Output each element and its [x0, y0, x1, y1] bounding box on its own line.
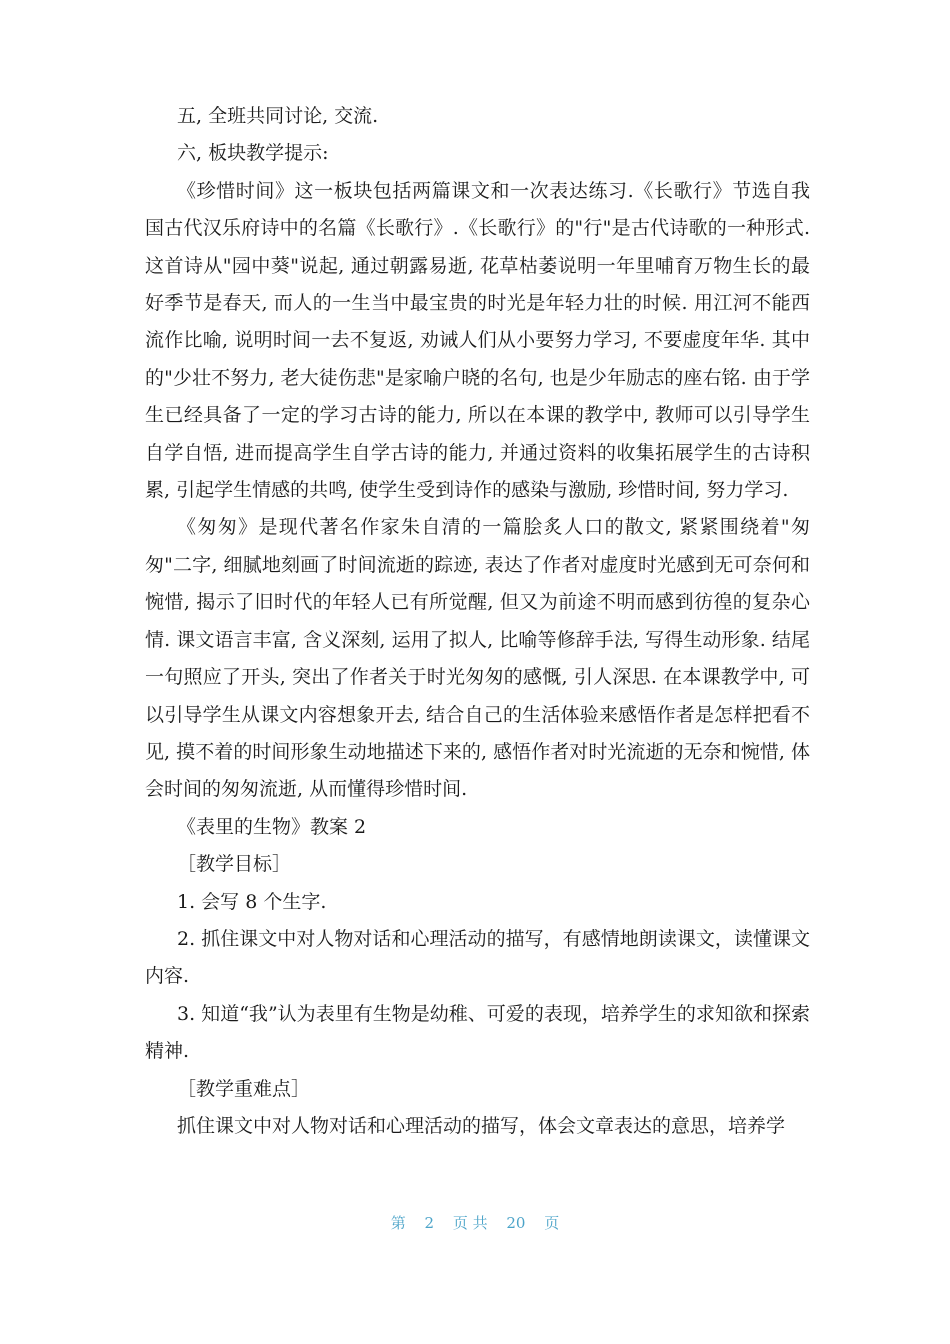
paragraph-section-tips-heading: 六, 板块教学提示:	[177, 142, 329, 165]
paragraph-discussion: 五, 全班共同讨论, 交流.	[177, 105, 379, 127]
teaching-goals-heading: ［教学目标］	[177, 853, 292, 876]
key-difficulties-heading: ［教学重难点］	[177, 1077, 311, 1100]
page-label-mid: 页 共	[452, 1214, 488, 1232]
key-difficulties-text: 抓住课文中对人物对话和心理活动的描写，体会文章表达的意思，培养学	[177, 1114, 786, 1137]
page-label-prefix: 第	[390, 1214, 406, 1232]
current-page-number: 2	[424, 1214, 435, 1232]
total-pages-number: 20	[506, 1214, 526, 1232]
goal-item-2: 2. 抓住课文中对人物对话和心理活动的描写，有感情地朗读课文，读懂课文内容.	[145, 927, 810, 988]
page-label-suffix: 页	[544, 1214, 560, 1232]
goal-item-3: 3. 知道“我”认为表里有生物是幼稚、可爱的表现，培养学生的求知欲和探索精神.	[145, 1002, 810, 1063]
document-body	[145, 98, 810, 1145]
lesson-plan-title: 《表里的生物》教案 2	[177, 815, 367, 838]
paragraph-congcong: 《匆匆》是现代著名作家朱自清的一篇脍炙人口的散文, 紧紧围绕着"匆匆"二字, 细腻地刻画了时间流逝的踪迹, 表达了作者对虚度时光感到无可奈何和惋惜, 揭示了旧时代的年轻人已有所觉醒, 但又为前途不明而感到彷徨的复杂心情. 课文语言丰富, 含义深刻, 运用了拟人, 比喻等修辞手法, 写得生动形象. 结尾一句照应了开头, 突出了作者关于时光匆匆的感慨, 引人深思. 在本课教学中, 可以引导学生从课文内容想象开去, 结合自己的生活体验来感悟作者是怎样把看不见, 摸不着的时间形象生动地描述下来的, 感悟作者对时光流逝的无奈和惋惜, 体会时间的匆匆流逝, 从而懂得珍惜时间.	[145, 516, 810, 801]
page-footer	[0, 1212, 950, 1233]
paragraph-cherish-time: 《珍惜时间》这一板块包括两篇课文和一次表达练习.《长歌行》节选自我国古代汉乐府诗中的名篇《长歌行》.《长歌行》的"行"是古代诗歌的一种形式. 这首诗从"园中葵"说起, 通过朝露易逝, 花草枯萎说明一年里哺育万物生长的最好季节是春天, 而人的一生当中最宝贵的时光是年轻力壮的时候. 用江河不能西流作比喻, 说明时间一去不复返, 劝诫人们从小要努力学习, 不要虚度年华. 其中的"少壮不努力, 老大徒伤悲"是家喻户晓的名句, 也是少年励志的座右铭. 由于学生已经具备了一定的学习古诗的能力, 所以在本课的教学中, 教师可以引导学生自学自悟, 进而提高学生自学古诗的能力, 并通过资料的收集拓展学生的古诗积累, 引起学生情感的共鸣, 使学生受到诗作的感染与激励, 珍惜时间, 努力学习.	[145, 179, 810, 502]
goal-item-1: 1. 会写 8 个生字.	[177, 890, 327, 913]
